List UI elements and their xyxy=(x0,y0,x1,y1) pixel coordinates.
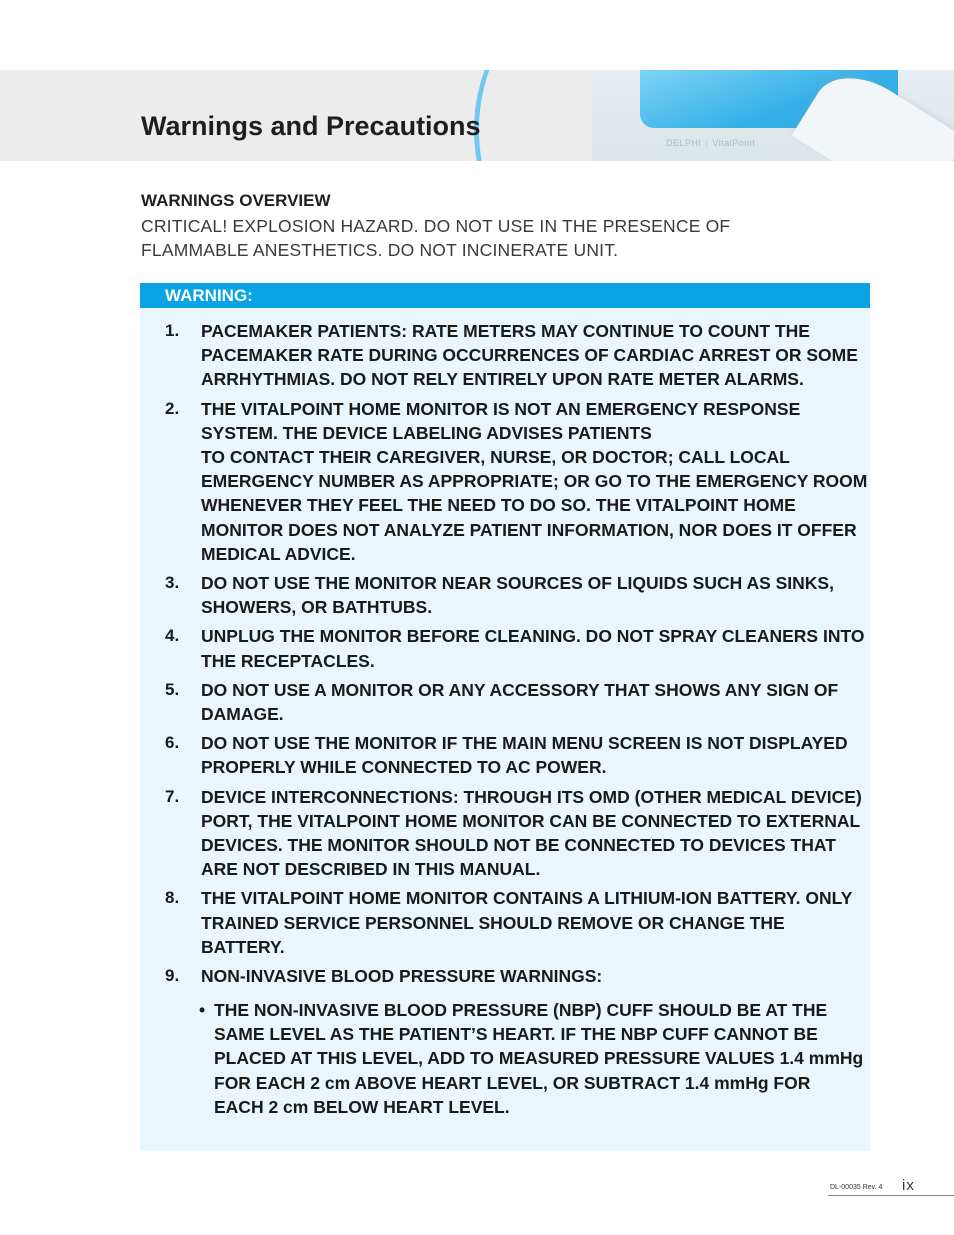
bullet-icon: • xyxy=(199,1000,206,1020)
warning-list xyxy=(140,319,870,993)
brand-separator: | xyxy=(705,138,709,148)
overview-heading: WARNINGS OVERVIEW xyxy=(141,191,331,210)
warning-bar xyxy=(140,283,870,308)
item-text: DO NOT USE THE MONITOR NEAR SOURCES OF LIQUIDS SUCH AS SINKS, SHOWERS, OR BATHTUBS. xyxy=(201,573,834,618)
brand-name: DELPHI xyxy=(666,138,702,148)
item-number: 3. xyxy=(165,573,180,593)
sub-bullet-item xyxy=(140,998,870,1119)
list-item xyxy=(140,397,870,566)
list-item xyxy=(140,785,870,882)
item-number: 2. xyxy=(165,398,180,418)
list-item xyxy=(140,571,870,619)
list-item xyxy=(140,964,870,988)
item-number: 9. xyxy=(165,966,180,986)
list-item xyxy=(140,319,870,392)
item-number: 1. xyxy=(165,321,180,340)
item-number: 6. xyxy=(165,733,180,753)
item-text-continued: TO CONTACT THEIR CAREGIVER, NURSE, OR DOCTOR; CALL LOCAL EMERGENCY NUMBER AS APPROPRIATE; OR GO TO THE EMERGENCY ROOM WHENEVER THEY FEEL THE NEED TO DO SO. THE VITALPOINT HOME MONITOR DOES NOT ANALYZE PATIENT INFORMATION, NOR DOES IT OFFER MEDICAL ADVICE. xyxy=(201,447,868,564)
page-title: Warnings and Precautions xyxy=(141,111,481,141)
warning-label: WARNING: xyxy=(165,286,253,305)
item-text: THE VITALPOINT HOME MONITOR CONTAINS A LITHIUM-ION BATTERY. ONLY TRAINED SERVICE PERSONNEL SHOULD REMOVE OR CHANGE THE BATTERY. xyxy=(201,888,853,957)
item-number: 7. xyxy=(165,786,180,806)
item-number: 8. xyxy=(165,888,180,908)
item-text: DO NOT USE A MONITOR OR ANY ACCESSORY THAT SHOWS ANY SIGN OF DAMAGE. xyxy=(201,679,839,725)
decorative-arc xyxy=(474,70,699,161)
product-name: VitalPoint xyxy=(712,138,756,148)
warning-box xyxy=(140,283,870,1151)
item-text: NON-INVASIVE BLOOD PRESSURE WARNINGS: xyxy=(201,966,603,987)
item-number: 4. xyxy=(165,626,180,646)
list-item xyxy=(140,624,870,672)
list-item xyxy=(140,886,870,959)
list-item xyxy=(140,731,870,779)
item-text: PACEMAKER PATIENTS: RATE METERS MAY CONTINUE TO COUNT THE PACEMAKER RATE DURING OCCURRENCES OF CARDIAC ARREST OR SOME ARRHYTHMIAS. DO NOT RELY ENTIRELY UPON RATE METER ALARMS. xyxy=(201,321,858,390)
item-text: DO NOT USE THE MONITOR IF THE MAIN MENU SCREEN IS NOT DISPLAYED PROPERLY WHILE CONNECTED TO AC POWER. xyxy=(201,733,848,778)
item-text: UNPLUG THE MONITOR BEFORE CLEANING. DO NOT SPRAY CLEANERS INTO THE RECEPTACLES. xyxy=(201,626,865,671)
item-text: THE VITALPOINT HOME MONITOR IS NOT AN EMERGENCY RESPONSE SYSTEM. THE DEVICE LABELING ADVISES PATIENTS xyxy=(201,398,801,443)
list-item xyxy=(140,678,870,726)
footer-doc-id: DL-00035 Rev. 4 xyxy=(830,1184,883,1191)
overview-text: CRITICAL! EXPLOSION HAZARD. DO NOT USE IN THE PRESENCE OF FLAMMABLE ANESTHETICS. DO NOT INCINERATE UNIT. xyxy=(141,216,731,260)
item-text: DEVICE INTERCONNECTIONS: THROUGH ITS OMD (OTHER MEDICAL DEVICE) PORT, THE VITALPOINT HOME MONITOR CAN BE CONNECTED TO EXTERNAL DEVICES. THE MONITOR SHOULD NOT BE CONNECTED TO DEVICES THAT ARE NOT DESCRIBED IN THIS MANUAL. xyxy=(201,786,862,880)
footer-divider xyxy=(828,1195,954,1196)
item-number: 5. xyxy=(165,679,180,699)
page-number: ix xyxy=(902,1177,915,1194)
sub-bullet-text: THE NON-INVASIVE BLOOD PRESSURE (NBP) CUFF SHOULD BE AT THE SAME LEVEL AS THE PATIENT’S HEART. IF THE NBP CUFF CANNOT BE PLACED AT THIS LEVEL, ADD TO MEASURED PRESSURE VALUES 1.4 mmHg FOR EACH 2 cm ABOVE HEART LEVEL, OR SUBTRACT 1.4 mmHg FOR EACH 2 cm BELOW HEART LEVEL. xyxy=(214,1000,864,1117)
